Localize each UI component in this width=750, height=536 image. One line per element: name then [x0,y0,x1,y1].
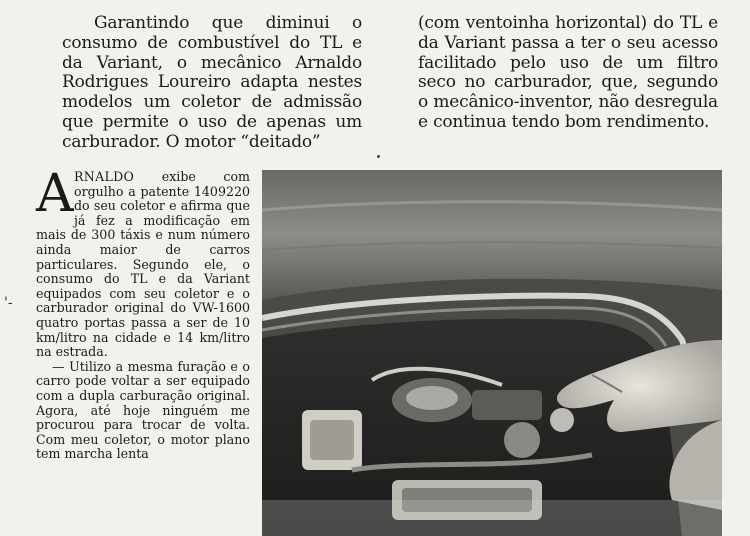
paragraph-1-text: exibe com orgulho a patente 1409220 do seu coletor e afirma que já fez a modificação em mais de 300 táxis e num número ainda maior de carros particulares. Segundo ele, o consumo do TL e da Variant equipados com seu coletor e o carburador original do VW-1600 quatro portas passa a ser de 10 km/litro na cidade e 14 km/litro na estrada. [36,169,250,360]
lead-left-text: Garantindo que diminui o consumo de combustível do TL e da Variant, o mecânico Arnaldo Rodrigues Loureiro adapta nestes modelos um coletor de admissão que permite o uso de apenas um carburador. O motor “deitado” [62,13,362,152]
article-body-column [36,164,250,462]
engine-compartment-photo [262,170,722,536]
margin-mark: '- [4,295,13,311]
lead-word: RNALDO [74,169,135,184]
article-paragraph-2: — Utilizo a mesma furação e o carro pode voltar a ser equipado com a dupla carburação original. Agora, até hoje ninguém me procurou para trocar de volta. Com meu coletor, o motor plano tem marcha lenta [36,358,250,462]
lead-paragraph-left [62,14,362,153]
engine-photo [262,170,722,536]
print-speck [377,155,380,158]
lead-right-text: (com ventoinha horizontal) do TL e da Variant passa a ter o seu acesso facilitado pelo uso de um filtro seco no carburador, que, segundo o mecânico-inventor, não desregula e continua tendo bom rendimento. [418,13,718,132]
drop-cap: A [36,164,74,224]
lead-paragraph-right [418,14,718,133]
